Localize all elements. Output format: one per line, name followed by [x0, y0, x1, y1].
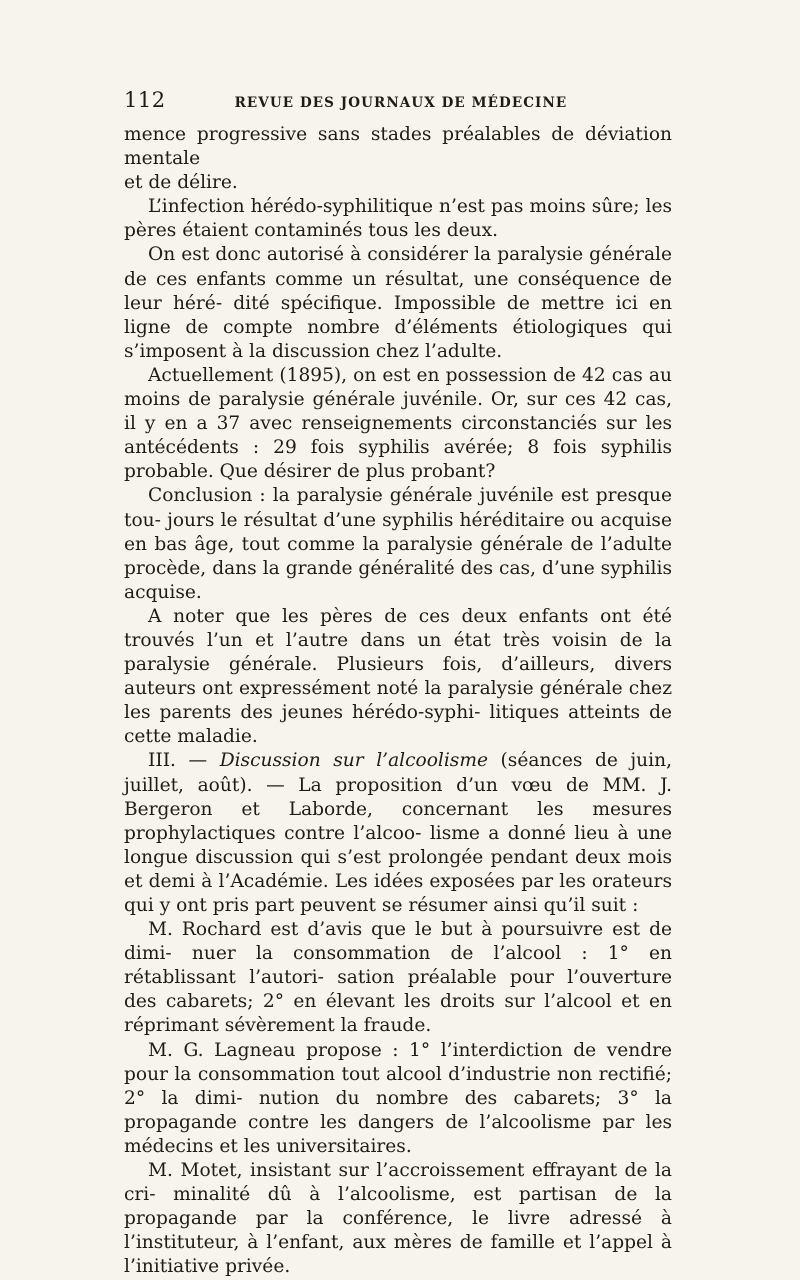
text-line: août). — La proposition d’un vœu de MM. J. Bergeron et: [124, 774, 672, 820]
text-line: A noter que les pères de ces deux enfants ont été trouvés: [124, 605, 672, 651]
page-header: [124, 88, 672, 118]
text-line: l’un et l’autre dans un état très voisin de la paralysie générale.: [124, 629, 672, 676]
text-line: Actuellement (1895), on est en possession de 42 cas au: [148, 364, 672, 386]
text-line: de famille et l’appel à l’initiative privée.: [124, 1232, 672, 1278]
text-line: L’infection hérédo-syphilitique n’est pas moins sûre; les: [148, 196, 672, 218]
section-title: Discussion sur l’alcoolisme: [219, 750, 488, 772]
text-line: lisme a donné lieu à une longue discussion qui s’est prolongée: [124, 822, 672, 868]
text-line: moins de paralysie générale juvénile. Or, sur ces 42 cas, il y: [124, 389, 672, 435]
text-line: âge, tout comme la paralysie générale de l’adulte procède, dans: [124, 533, 672, 579]
text-line: 29 fois syphilis avérée; 8 fois syphilis probable. Que désirer: [124, 437, 673, 483]
paragraph: [124, 243, 672, 363]
text-line: nombre d’éléments étiologiques qui s’imposent à la discussion: [124, 316, 672, 362]
text-line: jours le résultat d’une syphilis héréditaire ou acquise en bas: [124, 509, 672, 555]
text-line: la paralysie générale chez les parents des jeunes hérédo-syphi-: [124, 678, 672, 724]
text-line: M. Rochard est d’avis que le but à poursuivre est de dimi-: [124, 919, 672, 965]
section-paragraph: [124, 749, 672, 918]
text-line: conférence, le livre adressé à l’instituteur, à l’enfant, aux mères: [124, 1208, 672, 1254]
paragraph: [124, 195, 672, 243]
text-line: les droits sur l’alcool et en réprimant sévèrement la fraude.: [124, 991, 672, 1037]
paragraph: [124, 364, 672, 484]
paragraph: [124, 1159, 672, 1279]
text-line: litiques atteints de cette maladie.: [124, 702, 672, 748]
text-line: Conclusion : la paralysie générale juvénile est presque tou-: [124, 485, 672, 531]
text-line: mence progressive sans stades préalables de déviation mentale: [124, 124, 672, 170]
paragraph: [124, 484, 672, 604]
text-line: M. Motet, insistant sur l’accroissement effrayant de la cri-: [124, 1160, 672, 1206]
page-number: 112: [124, 88, 166, 112]
text-line: par les orateurs qui y ont pris part peuvent se résumer ainsi: [124, 870, 672, 916]
text-line: nuer la consommation de l’alcool : 1° en rétablissant l’autori-: [124, 943, 672, 989]
text-line: dité spécifique. Impossible de mettre ici en ligne de compte: [124, 292, 672, 338]
text-line: ces enfants comme un résultat, une conséquence de leur héré-: [124, 268, 672, 314]
paragraph: [124, 123, 672, 195]
text-line: On est donc autorisé à considérer la paralysie générale de: [124, 244, 672, 290]
text-line: Plusieurs fois, d’ailleurs, divers auteurs ont expressément noté: [124, 654, 672, 700]
running-head: REVUE DES JOURNAUX DE MÉDECINE: [234, 95, 568, 111]
text-line: M. G. Lagneau propose : 1° l’interdiction de vendre pour la: [124, 1039, 672, 1085]
text-line: en a 37 avec renseignements circonstanciés sur les antécédents :: [124, 413, 672, 459]
text-line: chez l’adulte.: [375, 340, 503, 362]
text-line: consommation tout alcool d’industrie non rectifié; 2° la dimi-: [124, 1063, 672, 1109]
text-line: pères étaient contaminés tous les deux.: [124, 220, 499, 242]
text-line: (séances de juin, juillet,: [124, 750, 672, 796]
text-line: la grande généralité des cas, d’une syphilis acquise.: [124, 557, 672, 603]
text-line: et de délire.: [124, 172, 238, 194]
text-line: Laborde, concernant les mesures prophylactiques contre l’alcoo-: [124, 798, 672, 844]
text-line: de plus probant?: [336, 461, 496, 483]
text-line: dangers de l’alcoolisme par les médecins et les universitaires.: [124, 1111, 672, 1157]
text-line: minalité dû à l’alcoolisme, est partisan de la propagande par la: [124, 1184, 672, 1230]
body-text: [124, 123, 672, 1280]
text-line: nution du nombre des cabarets; 3° la propagande contre les: [124, 1087, 672, 1133]
paragraph: [124, 1039, 672, 1159]
section-number: III. —: [148, 750, 220, 772]
paragraph: [124, 918, 672, 1038]
text-line: qu’il suit :: [543, 895, 639, 916]
paragraph: [124, 605, 672, 750]
text-line: sation préalable pour l’ouverture des cabarets; 2° en élevant: [124, 967, 672, 1013]
text-line: pendant deux mois et demi à l’Académie. Les idées exposées: [124, 846, 672, 892]
